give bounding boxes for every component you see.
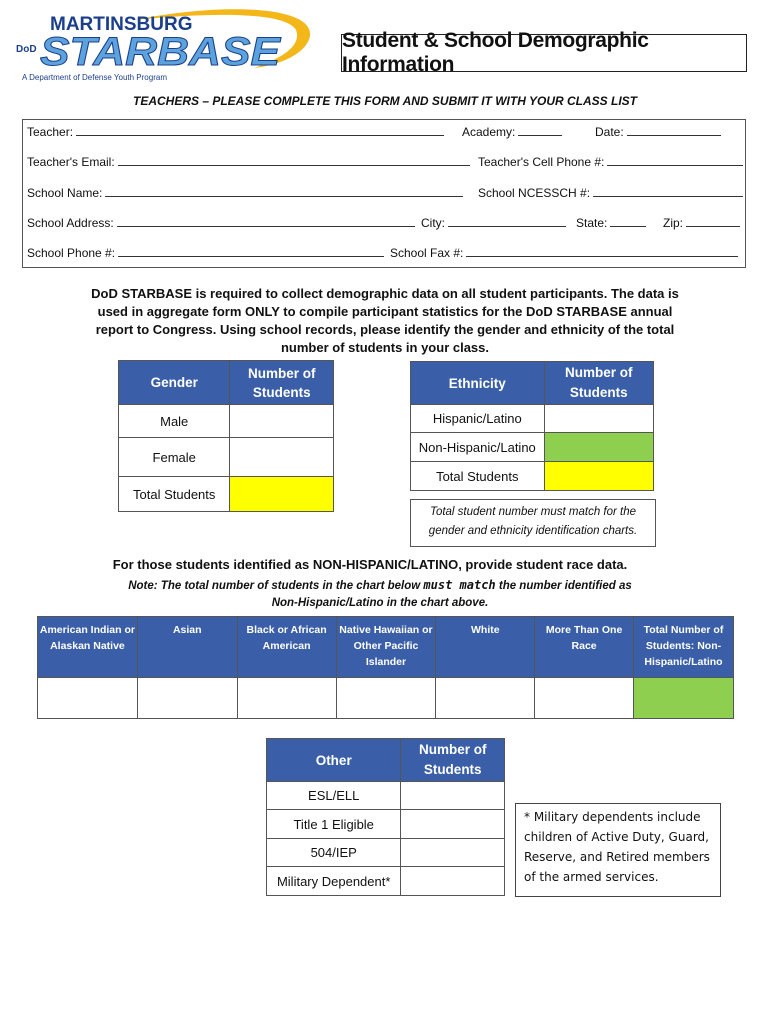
- race-count-cell[interactable]: [237, 678, 336, 719]
- teacher-input[interactable]: [76, 125, 444, 136]
- other-row-label: ESL/ELL: [267, 782, 401, 810]
- race-col-header: Total Number of Students: Non-Hispanic/Latino: [634, 617, 734, 678]
- race-col-header: American Indian or Alaskan Native: [38, 617, 138, 678]
- race-note-line2: Non-Hispanic/Latino in the chart above.: [271, 597, 489, 609]
- race-count-cell[interactable]: [336, 678, 436, 719]
- gender-row-label: Female: [119, 438, 230, 477]
- logo-city: MARTINSBURG: [50, 14, 193, 35]
- date-label: Date:: [595, 125, 624, 139]
- race-count-cell[interactable]: [535, 678, 634, 719]
- zip-field-row: [663, 216, 740, 230]
- race-note-prefix: Note: The total number of students in the chart below: [128, 580, 421, 592]
- school-name-label: School Name:: [27, 186, 103, 200]
- zip-input[interactable]: [686, 216, 740, 227]
- city-label: City:: [421, 216, 445, 230]
- race-count-cell[interactable]: [137, 678, 237, 719]
- race-col-header: Native Hawaiian or Other Pacific Islander: [336, 617, 436, 678]
- title1-count-cell[interactable]: [401, 810, 505, 839]
- gender-header: Gender: [119, 361, 230, 405]
- city-field-row: [421, 216, 566, 230]
- race-col-header: White: [436, 617, 535, 678]
- race-count-cell[interactable]: [38, 678, 138, 719]
- esl-count-cell[interactable]: [401, 782, 505, 810]
- teacher-email-label: Teacher's Email:: [27, 155, 115, 169]
- teacher-label: Teacher:: [27, 125, 74, 139]
- date-field-row: [595, 125, 721, 139]
- phone-field-row: [27, 246, 384, 260]
- gender-row-label: Total Students: [119, 477, 230, 512]
- zip-label: Zip:: [663, 216, 684, 230]
- ethnicity-row-label: Total Students: [411, 462, 545, 491]
- starbase-logo: [14, 6, 320, 90]
- cell-phone-label: Teacher's Cell Phone #:: [478, 155, 605, 169]
- race-col-header: More Than One Race: [535, 617, 634, 678]
- other-row-label: Military Dependent*: [267, 867, 401, 896]
- ethnicity-total-cell[interactable]: [544, 462, 653, 491]
- race-col-header: Asian: [137, 617, 237, 678]
- race-note-suffix: the number identified as: [498, 580, 632, 592]
- ncessch-label: School NCESSCH #:: [478, 186, 591, 200]
- school-phone-label: School Phone #:: [27, 246, 116, 260]
- email-field-row: [27, 155, 470, 169]
- race-note-emphasis: must match: [423, 578, 496, 592]
- data-requirement-paragraph: DoD STARBASE is required to collect demographic data on all student participants. The data is used in aggregate form ONLY to compile participant statistics for the DoD STARBASE annual report to Congress. Using school records, please identify the gender and ethnicity of the total number of students in your class.: [91, 286, 679, 355]
- gender-table: [118, 360, 334, 512]
- gender-total-cell[interactable]: [230, 477, 334, 512]
- state-field-row: [576, 216, 646, 230]
- city-input[interactable]: [448, 216, 566, 227]
- instruction-text: TEACHERS – PLEASE COMPLETE THIS FORM AND SUBMIT IT WITH YOUR CLASS LIST: [132, 94, 638, 108]
- race-section-note: [100, 577, 660, 612]
- ethnicity-row-label: Hispanic/Latino: [411, 405, 545, 433]
- school-name-field-row: [27, 186, 463, 200]
- ncessch-field-row: [478, 186, 743, 200]
- gender-row-label: Male: [119, 405, 230, 438]
- military-count-cell[interactable]: [401, 867, 505, 896]
- teacher-email-input[interactable]: [118, 155, 470, 166]
- race-total-cell[interactable]: [634, 678, 734, 719]
- non-hispanic-count-cell[interactable]: [544, 433, 653, 462]
- cell-phone-input[interactable]: [607, 155, 743, 166]
- other-header: Other: [267, 739, 401, 782]
- race-table: [37, 616, 734, 719]
- academy-field-row: [462, 125, 562, 139]
- cell-field-row: [478, 155, 743, 169]
- gender-count-header: Number of Students: [230, 361, 334, 405]
- other-row-label: Title 1 Eligible: [267, 810, 401, 839]
- military-dependent-note: * Military dependents include children of Active Duty, Guard, Reserve, and Retired members of the armed services.: [515, 803, 721, 897]
- school-address-input[interactable]: [117, 216, 415, 227]
- female-count-cell[interactable]: [230, 438, 334, 477]
- page-title: Student & School Demographic Information: [341, 34, 747, 72]
- race-count-cell[interactable]: [436, 678, 535, 719]
- school-address-label: School Address:: [27, 216, 114, 230]
- ncessch-input[interactable]: [593, 186, 743, 197]
- logo-tagline: A Department of Defense Youth Program: [22, 73, 167, 82]
- fax-field-row: [390, 246, 738, 260]
- other-count-header: Number of Students: [401, 739, 505, 782]
- match-note: Total student number must match for the gender and ethnicity identification charts.: [410, 499, 656, 547]
- school-phone-input[interactable]: [118, 246, 384, 257]
- ethnicity-count-header: Number of Students: [544, 362, 653, 405]
- state-input[interactable]: [610, 216, 646, 227]
- school-fax-input[interactable]: [466, 246, 738, 257]
- race-section-title: For those students identified as NON-HISPANIC/LATINO, provide student race data.: [112, 557, 628, 572]
- academy-label: Academy:: [462, 125, 516, 139]
- logo-dod: DoD: [16, 44, 37, 55]
- ethnicity-row-label: Non-Hispanic/Latino: [411, 433, 545, 462]
- iep-count-cell[interactable]: [401, 839, 505, 867]
- race-col-header: Black or African American: [237, 617, 336, 678]
- other-row-label: 504/IEP: [267, 839, 401, 867]
- date-input[interactable]: [627, 125, 721, 136]
- address-field-row: [27, 216, 415, 230]
- other-table: [266, 738, 505, 896]
- academy-input[interactable]: [518, 125, 562, 136]
- teacher-field-row: [27, 125, 444, 139]
- male-count-cell[interactable]: [230, 405, 334, 438]
- hispanic-count-cell[interactable]: [544, 405, 653, 433]
- school-name-input[interactable]: [105, 186, 463, 197]
- state-label: State:: [576, 216, 608, 230]
- school-fax-label: School Fax #:: [390, 246, 464, 260]
- logo-brand: STARBASE: [40, 30, 282, 74]
- ethnicity-header: Ethnicity: [411, 362, 545, 405]
- ethnicity-table: [410, 361, 654, 491]
